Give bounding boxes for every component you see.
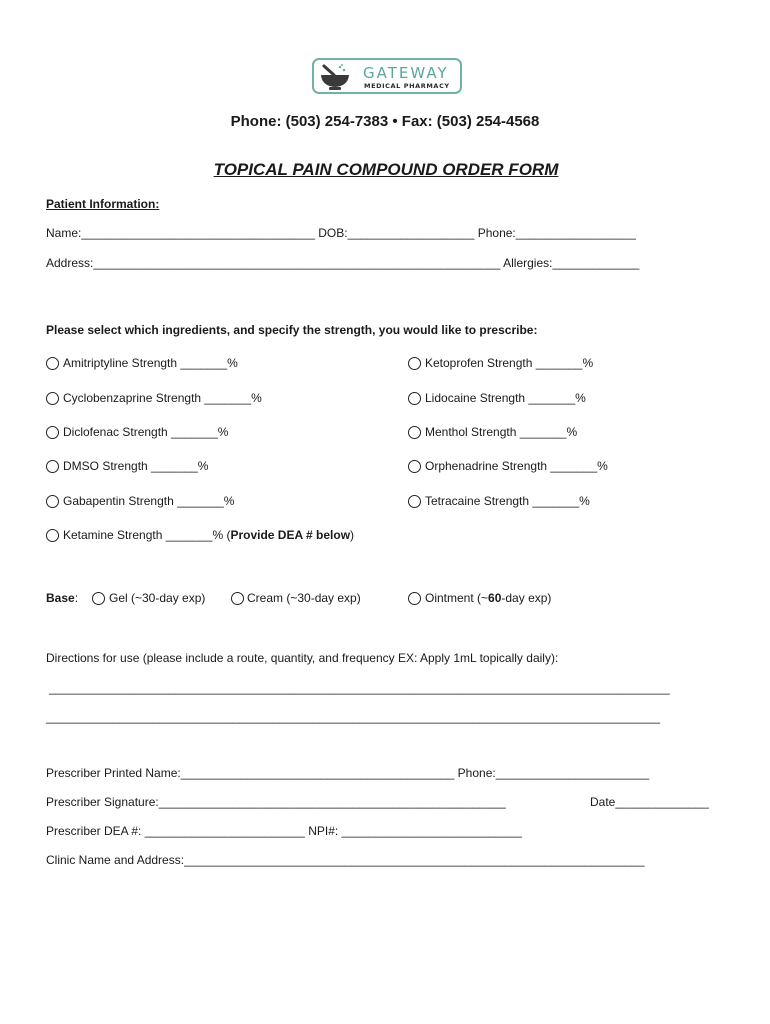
base-label-text: Base — [46, 591, 75, 605]
base-cream-label: Cream (~30-day exp) — [247, 591, 361, 605]
ketoprofen-radio[interactable] — [408, 357, 421, 370]
base-cream-radio[interactable] — [231, 592, 244, 605]
amitriptyline-label: Amitriptyline Strength _______% — [63, 356, 238, 370]
patient-address-allergies-field[interactable]: Address:_____________________________________________________________ Allergies:_____________ — [46, 256, 640, 270]
menthol-label: Menthol Strength _______% — [425, 425, 578, 439]
dmso-radio[interactable] — [46, 460, 59, 473]
menthol-radio[interactable] — [408, 426, 421, 439]
logo-subtitle: MEDICAL PHARMACY — [364, 82, 450, 90]
base-gel-radio[interactable] — [92, 592, 105, 605]
logo-name: GATEWAY — [363, 64, 449, 82]
ketoprofen-label: Ketoprofen Strength _______% — [425, 356, 594, 370]
ointment-suffix: -day exp) — [501, 591, 552, 605]
ointment-days: 60 — [488, 591, 502, 605]
base-label-colon: : — [74, 591, 79, 605]
patient-info-heading: Patient Information: — [46, 197, 160, 211]
prescriber-signature-field[interactable]: Prescriber Signature:____________________________________________________ — [46, 795, 506, 809]
tetracaine-label: Tetracaine Strength _______% — [425, 494, 590, 508]
ketamine-label-prefix: Ketamine Strength _______% ( — [63, 528, 231, 542]
orphenadrine-radio[interactable] — [408, 460, 421, 473]
ointment-prefix: Ointment (~ — [425, 591, 489, 605]
prescriber-name-phone-field[interactable]: Prescriber Printed Name:_________________________________________ Phone:_______________________ — [46, 766, 650, 780]
directions-line-1[interactable]: _____________________________________________________________________________________________ — [49, 681, 670, 695]
mortar-pestle-icon — [318, 62, 352, 92]
clinic-name-address-field[interactable]: Clinic Name and Address:_____________________________________________________________________ — [46, 853, 645, 867]
prescriber-dea-npi-field[interactable]: Prescriber DEA #: ________________________ NPI#: ___________________________ — [46, 824, 522, 838]
cyclobenzaprine-radio[interactable] — [46, 392, 59, 405]
gabapentin-label: Gabapentin Strength _______% — [63, 494, 235, 508]
contact-line: Phone: (503) 254-7383 • Fax: (503) 254-4568 — [230, 113, 540, 130]
directions-label: Directions for use (please include a route, quantity, and frequency EX: Apply 1mL topically daily): — [46, 651, 559, 665]
ingredients-instruction: Please select which ingredients, and specify the strength, you would like to prescribe: — [46, 323, 538, 337]
ketamine-dea-note: Provide DEA # below — [230, 528, 351, 542]
base-label — [46, 591, 78, 605]
lidocaine-label: Lidocaine Strength _______% — [425, 391, 586, 405]
prescriber-date-field[interactable]: Date______________ — [590, 795, 709, 809]
amitriptyline-radio[interactable] — [46, 357, 59, 370]
orphenadrine-label: Orphenadrine Strength _______% — [425, 459, 608, 473]
gabapentin-radio[interactable] — [46, 495, 59, 508]
base-ointment-radio[interactable] — [408, 592, 421, 605]
base-gel-label: Gel (~30-day exp) — [109, 591, 206, 605]
ketamine-label — [63, 528, 354, 542]
ketamine-label-suffix: ) — [350, 528, 355, 542]
diclofenac-radio[interactable] — [46, 426, 59, 439]
pharmacy-logo — [312, 58, 462, 94]
patient-name-dob-phone-field[interactable]: Name:___________________________________ DOB:___________________ Phone:__________________ — [46, 226, 636, 240]
lidocaine-radio[interactable] — [408, 392, 421, 405]
form-title: TOPICAL PAIN COMPOUND ORDER FORM — [213, 160, 559, 179]
diclofenac-label: Diclofenac Strength _______% — [63, 425, 229, 439]
tetracaine-radio[interactable] — [408, 495, 421, 508]
cyclobenzaprine-label: Cyclobenzaprine Strength _______% — [63, 391, 262, 405]
dmso-label: DMSO Strength _______% — [63, 459, 209, 473]
base-ointment-label — [425, 591, 551, 605]
directions-line-2[interactable]: ____________________________________________________________________________________________ — [46, 710, 660, 724]
ketamine-radio[interactable] — [46, 529, 59, 542]
